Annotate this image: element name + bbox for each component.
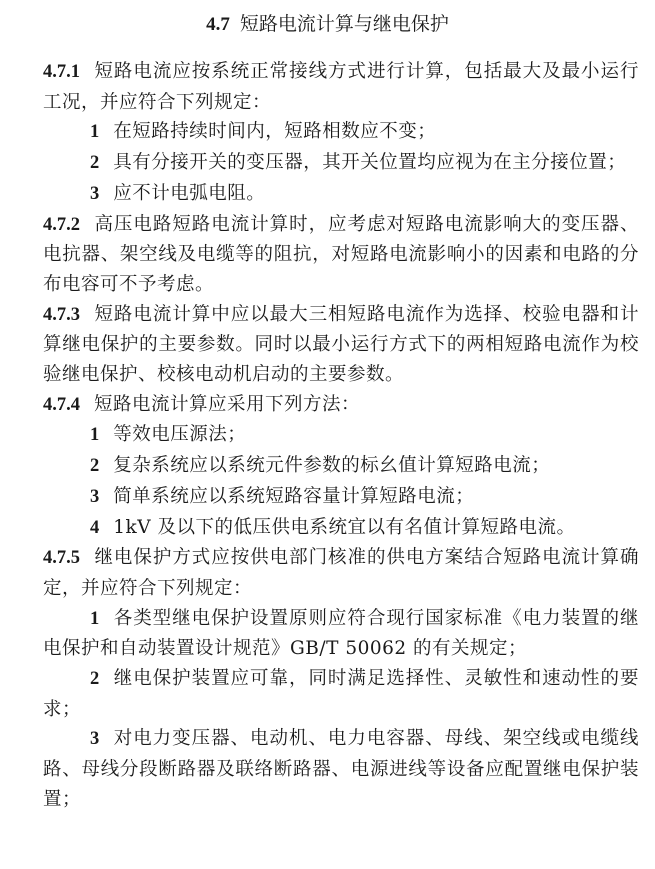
item-number: 2: [90, 669, 100, 690]
item-number: 3: [90, 183, 100, 204]
list-item: [43, 148, 639, 179]
clause-4-7-1: [43, 57, 639, 117]
item-text: 继电保护装置应可靠，同时满足选择性、灵敏性和速动性的要求；: [43, 668, 639, 720]
list-item: [43, 604, 639, 664]
clause-text: 短路电流计算中应以最大三相短路电流作为选择、校验电器和计算继电保护的主要参数。同时以最小运行方式下的两相短路电流作为校验继电保护、校核电动机启动的主要参数。: [43, 303, 639, 386]
item-number: 1: [90, 425, 100, 446]
list-item: [43, 482, 639, 513]
item-text: 简单系统应以系统短路容量计算短路电流；: [113, 485, 475, 507]
item-text: 复杂系统应以系统元件参数的标幺值计算短路电流；: [113, 455, 551, 477]
item-text: 对电力变压器、电动机、电力电容器、母线、架空线或电缆线路、母线分段断路器及联络断路器、电源进线等设备应配置继电保护装置；: [43, 728, 639, 810]
item-text: 具有分接开关的变压器，其开关位置均应视为在主分接位置；: [113, 152, 627, 174]
item-number: 3: [90, 729, 100, 750]
list-item: [43, 513, 639, 544]
clause-number: 4.7.2: [43, 214, 80, 235]
item-text: 各类型继电保护设置原则应符合现行国家标准《电力装置的继电保护和自动装置设计规范》GB/T 50062 的有关规定；: [43, 607, 639, 660]
list-item: [43, 179, 639, 210]
section-heading: [0, 10, 655, 39]
list-item: [43, 724, 639, 814]
item-number: 1: [90, 122, 100, 143]
item-text: 1kV 及以下的低压供电系统宜以有名值计算短路电流。: [113, 516, 576, 538]
clause-text: 短路电流计算应采用下列方法：: [94, 393, 361, 415]
item-text: 等效电压源法；: [113, 424, 247, 446]
list-item: [43, 117, 639, 148]
clause-text: 高压电路短路电流计算时，应考虑对短路电流影响大的变压器、电抗器、架空线及电缆等的阻抗，对短路电流影响小的因素和电路的分布电容可不予考虑。: [43, 213, 639, 295]
item-text: 在短路持续时间内，短路相数应不变；: [113, 121, 437, 143]
clause-4-7-5: [43, 543, 639, 603]
clause-number: 4.7.3: [43, 304, 80, 325]
document-body: [43, 57, 639, 815]
clause-4-7-4: [43, 390, 639, 421]
section-number: 4.7: [206, 14, 230, 35]
section-title: 短路电流计算与继电保护: [239, 13, 449, 35]
item-number: 1: [90, 608, 100, 629]
item-number: 2: [90, 153, 100, 174]
item-text: 应不计电弧电阻。: [113, 182, 266, 204]
clause-number: 4.7.4: [43, 394, 80, 415]
item-number: 2: [90, 456, 100, 477]
clause-4-7-2: [43, 210, 639, 300]
clause-number: 4.7.5: [43, 548, 80, 569]
item-number: 3: [90, 486, 100, 507]
clause-number: 4.7.1: [43, 62, 80, 82]
item-number: 4: [90, 517, 100, 538]
clause-text: 短路电流应按系统正常接线方式进行计算，包括最大及最小运行工况，并应符合下列规定：: [43, 61, 639, 113]
clause-4-7-3: [43, 300, 639, 390]
list-item: [43, 451, 639, 482]
clause-text: 继电保护方式应按供电部门核准的供电方案结合短路电流计算确定，并应符合下列规定：: [43, 547, 639, 599]
list-item: [43, 420, 639, 451]
list-item: [43, 664, 639, 724]
